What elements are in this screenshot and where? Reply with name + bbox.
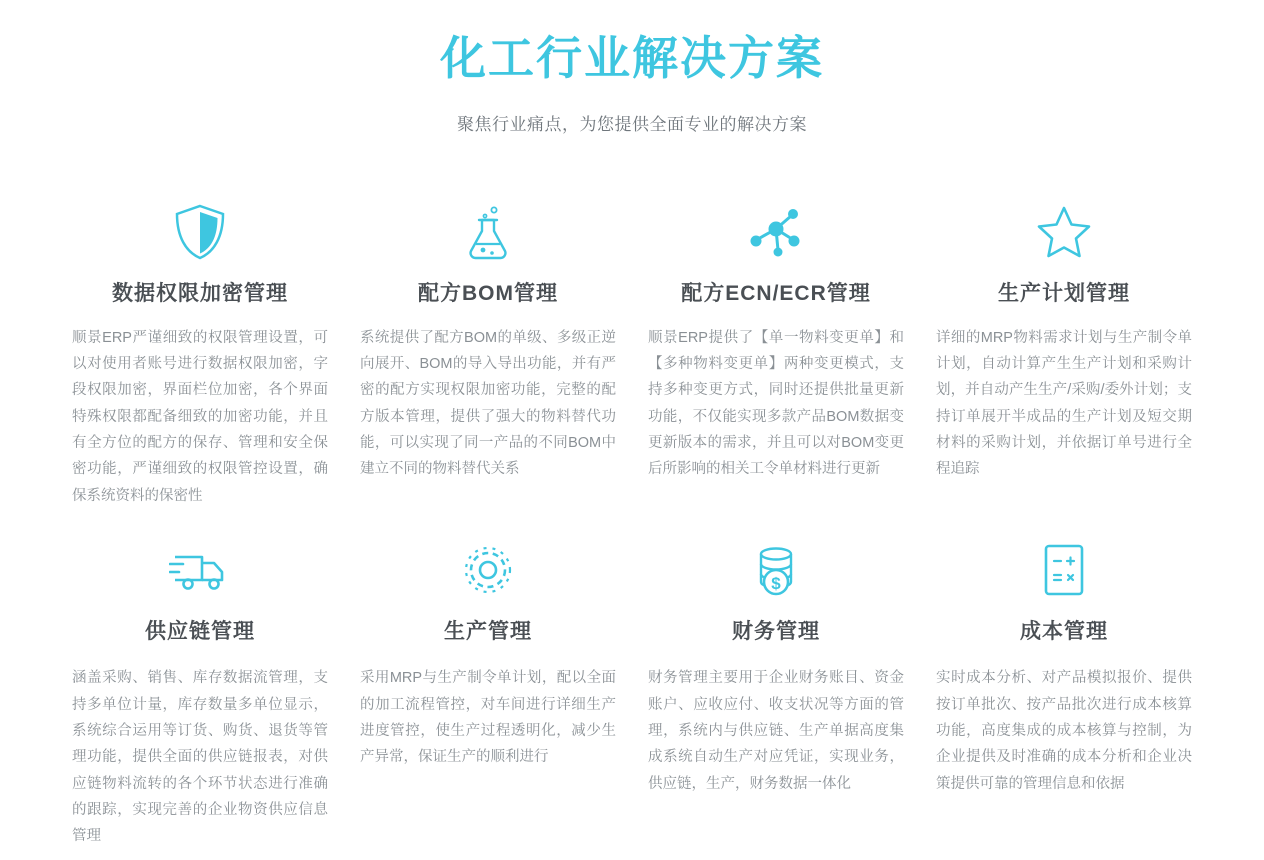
- feature-card: [632, 539, 920, 850]
- page-title: 化工行业解决方案: [440, 32, 824, 84]
- flask-icon: [356, 201, 620, 263]
- feature-title: 生产计划管理: [998, 281, 1130, 305]
- feature-description: 采用MRP与生产制令单计划，配以全面的加工流程管控，对车间进行详细生产进度管控，使生产过程透明化，减少生产异常，保证生产的顺利进行: [360, 670, 616, 766]
- feature-title: 配方ECN/ECR管理: [681, 281, 871, 305]
- coins-dollar-icon: [644, 539, 908, 601]
- feature-description: 顺景ERP提供了【单一物料变更单】和【多种物料变更单】两种变更模式，支持多种变更方式，同时还提供批量更新功能，不仅能实现多款产品BOM数据变更新版本的需求，并且可以对BOM变更后所影响的相关工令单材料进行更新: [648, 329, 904, 478]
- feature-description: 顺景ERP严谨细致的权限管理设置，可以对使用者账号进行数据权限加密，字段权限加密，界面栏位加密，各个界面特殊权限都配备细致的加密功能，并且有全方位的配方的保存、管理和安全保密功能，严谨细致的权限管控设置，确保系统资料的保密性: [72, 329, 328, 504]
- feature-description: 财务管理主要用于企业财务账目、资金账户、应收应付、收支状况等方面的管理，系统内与供应链、生产单据高度集成系统自动生产对应凭证，实现业务，供应链，生产，财务数据一体化: [648, 670, 904, 792]
- feature-description: 详细的MRP物料需求计划与生产制令单计划，自动计算产生生产计划和采购计划，并自动产生生产/采购/委外计划；支持订单展开半成品的生产计划及短交期材料的采购计划，并依据订单号进行全程追踪: [936, 329, 1192, 478]
- feature-card: [344, 539, 632, 850]
- feature-description: 涵盖采购、销售、库存数据流管理，支持多单位计量，库存数量多单位显示，系统综合运用等订货、购货、退货等管理功能，提供全面的供应链报表，对供应链物料流转的各个环节状态进行准确的跟踪，实现完善的企业物资供应信息管理: [72, 670, 328, 845]
- feature-card: [344, 201, 632, 510]
- feature-title: 财务管理: [732, 620, 820, 644]
- feature-title: 生产管理: [444, 620, 532, 644]
- feature-card: [920, 201, 1208, 510]
- feature-title: 数据权限加密管理: [112, 281, 288, 305]
- feature-grid: [0, 201, 1264, 850]
- feature-description: 实时成本分析、对产品模拟报价、提供按订单批次、按产品批次进行成本核算功能，高度集成的成本核算与控制，为企业提供及时准确的成本分析和企业决策提供可靠的管理信息和依据: [936, 670, 1192, 792]
- svg-text:$: $: [771, 574, 781, 594]
- feature-card: [56, 539, 344, 850]
- feature-title: 供应链管理: [145, 620, 255, 644]
- page-header: [0, 0, 1264, 135]
- gear-icon: [356, 539, 620, 601]
- molecule-icon: [644, 201, 908, 263]
- feature-card: [920, 539, 1208, 850]
- feature-card: [632, 201, 920, 510]
- feature-title: 成本管理: [1020, 620, 1108, 644]
- truck-icon: [68, 539, 332, 601]
- feature-card: [56, 201, 344, 510]
- feature-title: 配方BOM管理: [418, 281, 558, 305]
- calculator-icon: [932, 539, 1196, 601]
- star-icon: [932, 201, 1196, 263]
- page-subtitle: 聚焦行业痛点，为您提供全面专业的解决方案: [457, 114, 807, 134]
- shield-icon: [68, 201, 332, 263]
- feature-description: 系统提供了配方BOM的单级、多级正逆向展开、BOM的导入导出功能，并有严密的配方实现权限加密功能，完整的配方版本管理，提供了强大的物料替代功能，可以实现了同一产品的不同BOM中建立不同的物料替代关系: [360, 329, 616, 478]
